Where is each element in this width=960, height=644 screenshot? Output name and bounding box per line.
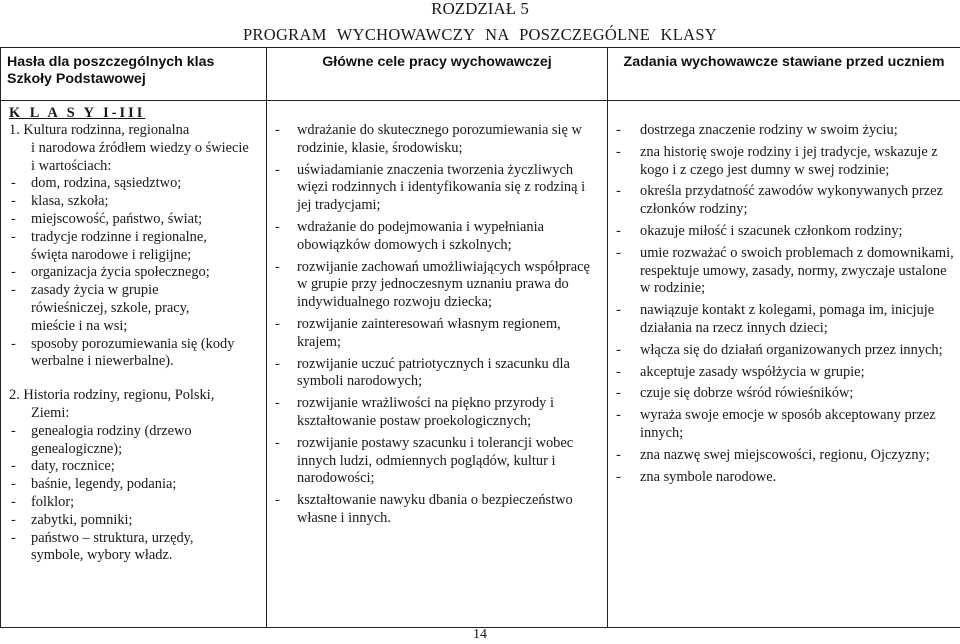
program-title: PROGRAM WYCHOWAWCZY NA POSZCZEGÓLNE KLASY xyxy=(242,25,718,44)
task-item: - zna nazwę swej miejscowości, regionu, Ojczyzny; xyxy=(616,447,954,465)
topic-1-item: - zasady życia w grupie rówieśniczej, szkole, pracy, mieście i na wsi; xyxy=(9,282,236,335)
task-item: - zna historię swoje rodziny i jej tradycje, wskazuje z kogo i z czego jest dumny w swej rodzinie; xyxy=(616,144,954,180)
goal-item: - rozwijanie zachowań umożliwiających współpracę w grupie przy jednoczesnym uznaniu prawa do indywidualnego rozwoju dziecka; xyxy=(275,259,601,312)
goal-item: - rozwijanie wrażliwości na piękno przyrody i kształtowanie postaw proekologicznych; xyxy=(275,395,601,431)
goal-item: - rozwijanie uczuć patriotycznych i szacunku dla symboli narodowych; xyxy=(275,356,601,392)
goal-item: - wdrażanie do skutecznego porozumiewania się w rodzinie, klasie, środowisku; xyxy=(275,122,601,158)
task-item: - okazuje miłość i szacunek członkom rodziny; xyxy=(616,223,954,241)
task-item: - określa przydatność zawodów wykonywanych przez członków rodziny; xyxy=(616,183,954,219)
topic-1-item: - klasa, szkoła; xyxy=(9,193,262,211)
topic-2-line: Ziemi: xyxy=(31,404,70,421)
column-header-goals: Główne cele pracy wychowawczej xyxy=(267,48,608,101)
chapter-title: ROZDZIAŁ 5 xyxy=(431,0,529,18)
table-header-row xyxy=(1,48,960,101)
topic-1-item: - organizacja życia społecznego; xyxy=(9,264,262,282)
topic-2-item: - państwo – struktura, urzędy, symbole, wybory władz. xyxy=(9,530,231,566)
topic-2-intro: 2. Historia rodziny, regionu, Polski, xyxy=(9,387,215,404)
topic-2-item: - daty, rocznice; xyxy=(9,458,262,476)
topic-2-item: - zabytki, pomniki; xyxy=(9,512,262,530)
task-item: - wyraża swoje emocje w sposób akceptowany przez innych; xyxy=(616,407,954,443)
goal-item: - rozwijanie zainteresowań własnym regionem, krajem; xyxy=(275,316,601,352)
goal-item: - kształtowanie nawyku dbania o bezpieczeństwo własne i innych. xyxy=(275,492,601,528)
grade-label: K L A S Y I-III xyxy=(9,105,146,121)
goal-item: - rozwijanie postawy szacunku i tolerancji wobec innych ludzi, odmiennych poglądów, kultur i narodowości; xyxy=(275,435,601,488)
task-item: - umie rozważać o swoich problemach z domownikami, respektuje umowy, zasady, normy, zwyczaje ustalone w rodzinie; xyxy=(616,245,954,298)
page-number: 14 xyxy=(473,627,487,642)
topic-2-item: - baśnie, legendy, podania; xyxy=(9,476,262,494)
task-item: - dostrzega znaczenie rodziny w swoim życiu; xyxy=(616,122,954,140)
topic-1-item: - miejscowość, państwo, świat; xyxy=(9,211,262,229)
topic-1-item: - dom, rodzina, sąsiedztwo; xyxy=(9,175,262,193)
column-header-slogans: Hasła dla poszczególnych klas Szkoły Podstawowej xyxy=(1,48,267,101)
table-body-row xyxy=(1,101,960,628)
task-item: - akceptuje zasady współżycia w grupie; xyxy=(616,364,954,382)
topic-1-item: - sposoby porozumiewania się (kody werbalne i niewerbalne). xyxy=(9,336,241,372)
topic-1-intro: 1. Kultura rodzinna, regionalna xyxy=(9,122,190,138)
column-header-tasks: Zadania wychowawcze stawiane przed uczniem xyxy=(608,48,960,101)
task-item: - czuje się dobrze wśród rówieśników; xyxy=(616,385,954,403)
goals-cell xyxy=(267,101,608,628)
slogans-cell xyxy=(1,101,267,628)
goal-item: - uświadamianie znaczenia tworzenia życzliwych więzi rodzinnych i identyfikowania się z rodziną i jej tradycjami; xyxy=(275,162,601,215)
topic-1 xyxy=(9,122,262,371)
task-item: - nawiązuje kontakt z kolegami, pomaga im, inicjuje działania na rzecz innych dzieci; xyxy=(616,302,954,338)
topic-1-item: - tradycje rodzinne i regionalne, święta narodowe i religijne; xyxy=(9,229,241,265)
topic-1-line: i wartościach: xyxy=(31,157,112,174)
topic-2-item: - folklor; xyxy=(9,494,262,512)
task-item: - włącza się do działań organizowanych przez innych; xyxy=(616,342,954,360)
goal-item: - wdrażanie do podejmowania i wypełniania obowiązków domowych i szkolnych; xyxy=(275,219,601,255)
program-table xyxy=(0,47,960,628)
topic-2 xyxy=(9,387,262,565)
task-item: - zna symbole narodowe. xyxy=(616,469,954,487)
tasks-cell xyxy=(608,101,960,628)
topic-2-item: - genealogia rodziny (drzewo genealogiczne); xyxy=(9,423,221,459)
topic-1-line: i narodowa źródłem wiedzy o świecie xyxy=(31,139,249,156)
